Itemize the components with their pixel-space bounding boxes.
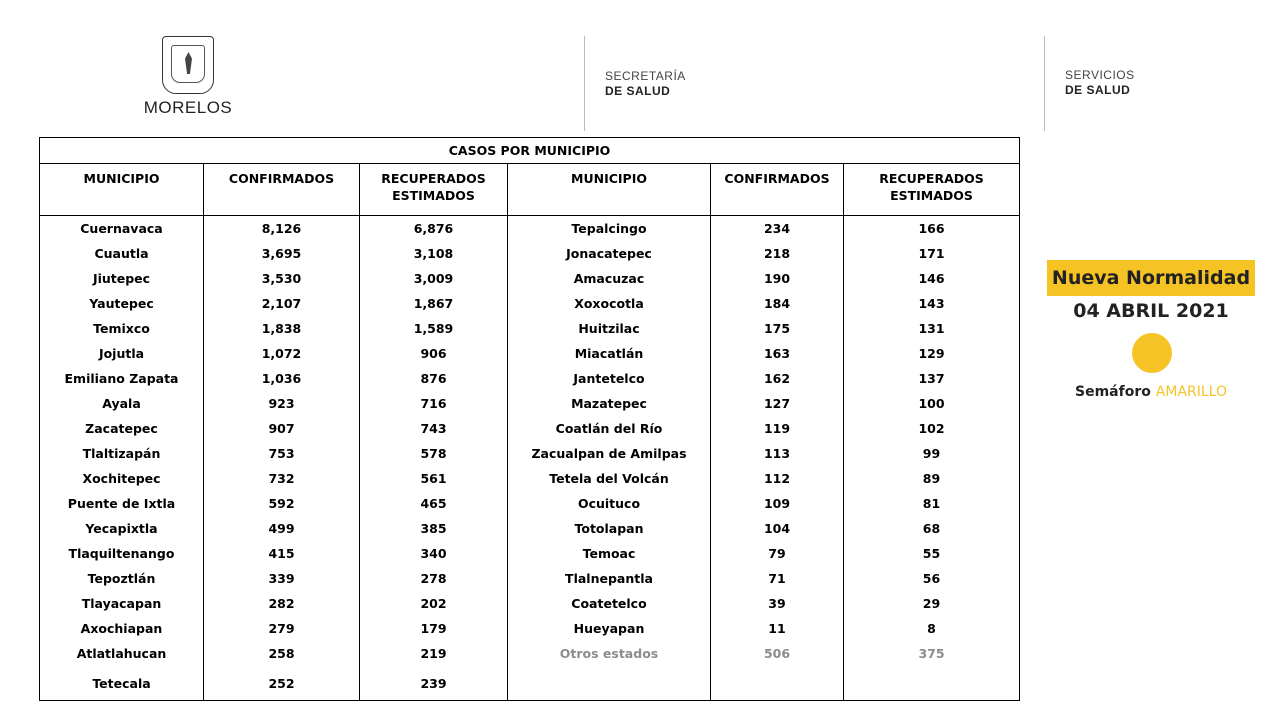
left-confirmados-cell: 907: [204, 416, 360, 441]
left-recuperados-cell: 743: [360, 416, 508, 441]
right-municipio-cell: Miacatlán: [508, 341, 711, 366]
right-municipio-cell: Tetela del Volcán: [508, 466, 711, 491]
table-row: [40, 441, 1020, 466]
right-recuperados-cell: 55: [844, 541, 1020, 566]
right-recuperados-cell: 89: [844, 466, 1020, 491]
header-municipio: MUNICIPIO: [40, 164, 204, 216]
right-recuperados-cell: 102: [844, 416, 1020, 441]
cases-by-municipality-table: [39, 137, 1020, 701]
right-recuperados-cell: [844, 666, 1020, 701]
left-confirmados-cell: 2,107: [204, 291, 360, 316]
right-confirmados-cell: 119: [711, 416, 844, 441]
left-confirmados-cell: 753: [204, 441, 360, 466]
right-recuperados-cell: 131: [844, 316, 1020, 341]
table-row: [40, 366, 1020, 391]
right-confirmados-cell: 175: [711, 316, 844, 341]
left-confirmados-cell: 282: [204, 591, 360, 616]
right-recuperados-cell: 81: [844, 491, 1020, 516]
table-row: [40, 241, 1020, 266]
right-municipio-cell: Totolapan: [508, 516, 711, 541]
left-confirmados-cell: 252: [204, 666, 360, 701]
header-municipio-2: MUNICIPIO: [508, 164, 711, 216]
table-row: [40, 291, 1020, 316]
left-confirmados-cell: 1,072: [204, 341, 360, 366]
right-municipio-cell: Tlalnepantla: [508, 566, 711, 591]
left-recuperados-cell: 340: [360, 541, 508, 566]
left-confirmados-cell: 3,695: [204, 241, 360, 266]
right-municipio-cell: Coatlán del Río: [508, 416, 711, 441]
right-confirmados-cell: 112: [711, 466, 844, 491]
right-recuperados-cell: 143: [844, 291, 1020, 316]
header-recuperados: RECUPERADOS ESTIMADOS: [360, 164, 508, 216]
right-recuperados-cell: 171: [844, 241, 1020, 266]
secretaria-de-salud: SECRETARÍA DE SALUD: [605, 69, 686, 98]
right-recuperados-cell: 100: [844, 391, 1020, 416]
left-confirmados-cell: 279: [204, 616, 360, 641]
left-municipio-cell: Puente de Ixtla: [40, 491, 204, 516]
table-row: [40, 466, 1020, 491]
left-municipio-cell: Jiutepec: [40, 266, 204, 291]
left-municipio-cell: Yautepec: [40, 291, 204, 316]
right-confirmados-cell: 162: [711, 366, 844, 391]
right-confirmados-cell: 190: [711, 266, 844, 291]
table-row: [40, 541, 1020, 566]
right-municipio-cell: Temoac: [508, 541, 711, 566]
table-row: [40, 566, 1020, 591]
left-confirmados-cell: 499: [204, 516, 360, 541]
table-row: [40, 341, 1020, 366]
left-confirmados-cell: 415: [204, 541, 360, 566]
table-row: [40, 216, 1020, 242]
left-municipio-cell: Tetecala: [40, 666, 204, 701]
traffic-light-icon: [1132, 333, 1172, 373]
left-municipio-cell: Temixco: [40, 316, 204, 341]
left-municipio-cell: Axochiapan: [40, 616, 204, 641]
right-municipio-cell: Xoxocotla: [508, 291, 711, 316]
table-row: [40, 266, 1020, 291]
header-recuperados-2: RECUPERADOS ESTIMADOS: [844, 164, 1020, 216]
right-recuperados-cell: 129: [844, 341, 1020, 366]
right-confirmados-cell: 39: [711, 591, 844, 616]
left-confirmados-cell: 923: [204, 391, 360, 416]
left-municipio-cell: Xochitepec: [40, 466, 204, 491]
right-confirmados-cell: 79: [711, 541, 844, 566]
right-municipio-cell: Jonacatepec: [508, 241, 711, 266]
left-municipio-cell: Tlaltizapán: [40, 441, 204, 466]
right-confirmados-cell: 71: [711, 566, 844, 591]
left-recuperados-cell: 465: [360, 491, 508, 516]
right-recuperados-cell: 68: [844, 516, 1020, 541]
left-recuperados-cell: 219: [360, 641, 508, 666]
left-confirmados-cell: 1,838: [204, 316, 360, 341]
right-confirmados-cell: 109: [711, 491, 844, 516]
state-seal-icon: [162, 36, 214, 94]
left-confirmados-cell: 339: [204, 566, 360, 591]
left-municipio-cell: Jojutla: [40, 341, 204, 366]
semaforo-status: Semáforo AMARILLO: [1075, 384, 1227, 400]
morelos-logo: [118, 36, 258, 118]
table-title: CASOS POR MUNICIPIO: [40, 138, 1020, 164]
left-municipio-cell: Yecapixtla: [40, 516, 204, 541]
right-confirmados-cell: 11: [711, 616, 844, 641]
right-municipio-cell: Jantetelco: [508, 366, 711, 391]
left-municipio-cell: Cuernavaca: [40, 216, 204, 242]
left-recuperados-cell: 1,867: [360, 291, 508, 316]
table-row: [40, 641, 1020, 666]
right-municipio-cell: Tepalcingo: [508, 216, 711, 242]
left-recuperados-cell: 385: [360, 516, 508, 541]
header-divider-2: [1044, 36, 1045, 131]
left-recuperados-cell: 202: [360, 591, 508, 616]
right-recuperados-cell: 146: [844, 266, 1020, 291]
right-municipio-cell: Amacuzac: [508, 266, 711, 291]
left-municipio-cell: Cuautla: [40, 241, 204, 266]
left-municipio-cell: Tlaquiltenango: [40, 541, 204, 566]
header-divider: [584, 36, 585, 131]
right-confirmados-cell: 506: [711, 641, 844, 666]
left-recuperados-cell: 239: [360, 666, 508, 701]
report-date: 04 ABRIL 2021: [1073, 300, 1229, 322]
left-confirmados-cell: 258: [204, 641, 360, 666]
left-recuperados-cell: 1,589: [360, 316, 508, 341]
right-municipio-cell: Otros estados: [508, 641, 711, 666]
right-recuperados-cell: 166: [844, 216, 1020, 242]
table-row: [40, 316, 1020, 341]
state-name: MORELOS: [143, 98, 233, 117]
left-municipio-cell: Zacatepec: [40, 416, 204, 441]
left-municipio-cell: Tlayacapan: [40, 591, 204, 616]
left-recuperados-cell: 6,876: [360, 216, 508, 242]
left-recuperados-cell: 179: [360, 616, 508, 641]
right-municipio-cell: Coatetelco: [508, 591, 711, 616]
right-confirmados-cell: 113: [711, 441, 844, 466]
right-confirmados-cell: 163: [711, 341, 844, 366]
right-municipio-cell: Zacualpan de Amilpas: [508, 441, 711, 466]
right-confirmados-cell: [711, 666, 844, 701]
right-recuperados-cell: 99: [844, 441, 1020, 466]
left-recuperados-cell: 578: [360, 441, 508, 466]
header-confirmados: CONFIRMADOS: [204, 164, 360, 216]
right-confirmados-cell: 104: [711, 516, 844, 541]
left-municipio-cell: Ayala: [40, 391, 204, 416]
right-confirmados-cell: 218: [711, 241, 844, 266]
right-confirmados-cell: 234: [711, 216, 844, 242]
left-recuperados-cell: 876: [360, 366, 508, 391]
right-recuperados-cell: 29: [844, 591, 1020, 616]
left-confirmados-cell: 3,530: [204, 266, 360, 291]
left-municipio-cell: Atlatlahucan: [40, 641, 204, 666]
left-recuperados-cell: 3,009: [360, 266, 508, 291]
right-confirmados-cell: 184: [711, 291, 844, 316]
left-recuperados-cell: 906: [360, 341, 508, 366]
servicios-de-salud: SERVICIOS DE SALUD: [1065, 68, 1135, 97]
table-row: [40, 616, 1020, 641]
left-recuperados-cell: 561: [360, 466, 508, 491]
table-row: [40, 591, 1020, 616]
left-confirmados-cell: 1,036: [204, 366, 360, 391]
right-recuperados-cell: 56: [844, 566, 1020, 591]
left-confirmados-cell: 592: [204, 491, 360, 516]
right-recuperados-cell: 375: [844, 641, 1020, 666]
left-recuperados-cell: 278: [360, 566, 508, 591]
header-confirmados-2: CONFIRMADOS: [711, 164, 844, 216]
table-row: [40, 391, 1020, 416]
nueva-normalidad-banner: Nueva Normalidad: [1047, 260, 1255, 296]
table-row: [40, 416, 1020, 441]
left-recuperados-cell: 716: [360, 391, 508, 416]
right-recuperados-cell: 8: [844, 616, 1020, 641]
right-municipio-cell: Mazatepec: [508, 391, 711, 416]
table-row: [40, 491, 1020, 516]
left-municipio-cell: Tepoztlán: [40, 566, 204, 591]
right-recuperados-cell: 137: [844, 366, 1020, 391]
right-municipio-cell: [508, 666, 711, 701]
left-confirmados-cell: 732: [204, 466, 360, 491]
left-recuperados-cell: 3,108: [360, 241, 508, 266]
right-municipio-cell: Ocuituco: [508, 491, 711, 516]
right-municipio-cell: Hueyapan: [508, 616, 711, 641]
left-confirmados-cell: 8,126: [204, 216, 360, 242]
right-municipio-cell: Huitzilac: [508, 316, 711, 341]
table-row: [40, 666, 1020, 701]
left-municipio-cell: Emiliano Zapata: [40, 366, 204, 391]
right-confirmados-cell: 127: [711, 391, 844, 416]
table-row: [40, 516, 1020, 541]
